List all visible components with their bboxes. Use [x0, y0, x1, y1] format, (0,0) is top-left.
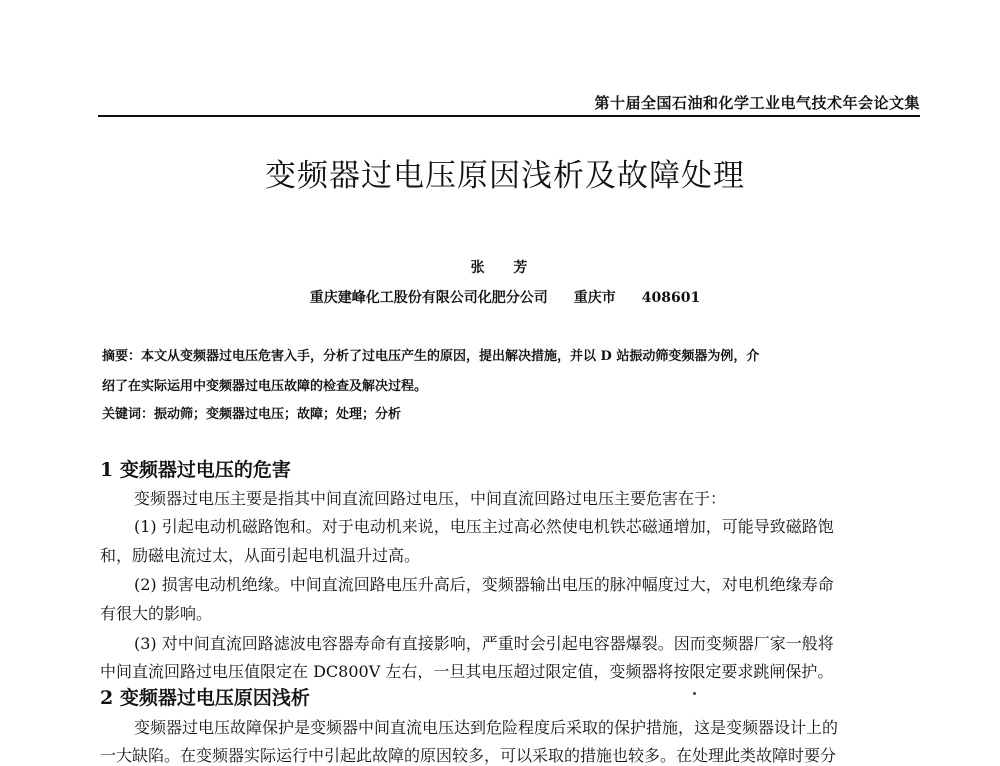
running-header: 第十届全国石油和化学工业电气技术年会论文集 [594, 94, 920, 112]
affiliation-organization: 重庆建峰化工股份有限公司化肥分公司 [309, 290, 548, 306]
section-heading: 2 变频器过电压原因浅析 [100, 687, 310, 709]
body-line: (1) 引起电动机磁路饱和。对于电动机来说，电压主过高必然使电机铁芯磁通增加，可能导致磁路饱 [134, 517, 834, 536]
body-line: (3) 对中间直流回路滤波电容器寿命有直接影响，严重时会引起电容器爆裂。因而变频器厂家一般将 [134, 634, 834, 653]
affiliation-postcode: 408601 [641, 290, 701, 306]
abstract-line: 绍了在实际运用中变频器过电压故障的检查及解决过程。 [102, 379, 428, 394]
keywords: 关键词：振动筛；变频器过电压；故障；处理；分析 [102, 407, 402, 422]
body-line: (2) 损害电动机绝缘。中间直流回路电压升高后，变频器输出电压的脉冲幅度过大，对电机绝缘寿命 [134, 575, 834, 594]
body-line: 有很大的影响。 [100, 604, 213, 623]
body-line: 和，励磁电流过太，从面引起电机温升过高。 [100, 546, 421, 565]
paper-title: 变频器过电压原因浅析及故障处理 [265, 158, 745, 194]
body-line: 变频器过电压主要是指其中间直流回路过电压，中间直流回路过电压主要危害在于： [134, 489, 727, 508]
header-rule [98, 115, 920, 117]
affiliation-city: 重庆市 [573, 290, 616, 306]
body-line: 变频器过电压故障保护是变频器中间直流电压达到危险程度后采取的保护措施，这是变频器设计上的 [134, 718, 839, 737]
author-name: 张 芳 [470, 260, 540, 276]
body-line: 中间直流回路过电压值限定在 DC800V 左右，一旦其电压超过限定值，变频器将按限定要求跳闸保护。 [100, 662, 834, 681]
scan-speck [693, 692, 696, 695]
abstract-line: 摘要：本文从变频器过电压危害入手，分析了过电压产生的原因，提出解决措施，并以 D 站振动筛变频器为例，介 [102, 349, 760, 364]
body-line: 一大缺陷。在变频器实际运行中引起此故障的原因较多，可以采取的措施也较多。在处理此类故障时要分 [100, 746, 837, 765]
affiliation [0, 287, 1000, 307]
section-heading: 1 变频器过电压的危害 [100, 459, 291, 481]
